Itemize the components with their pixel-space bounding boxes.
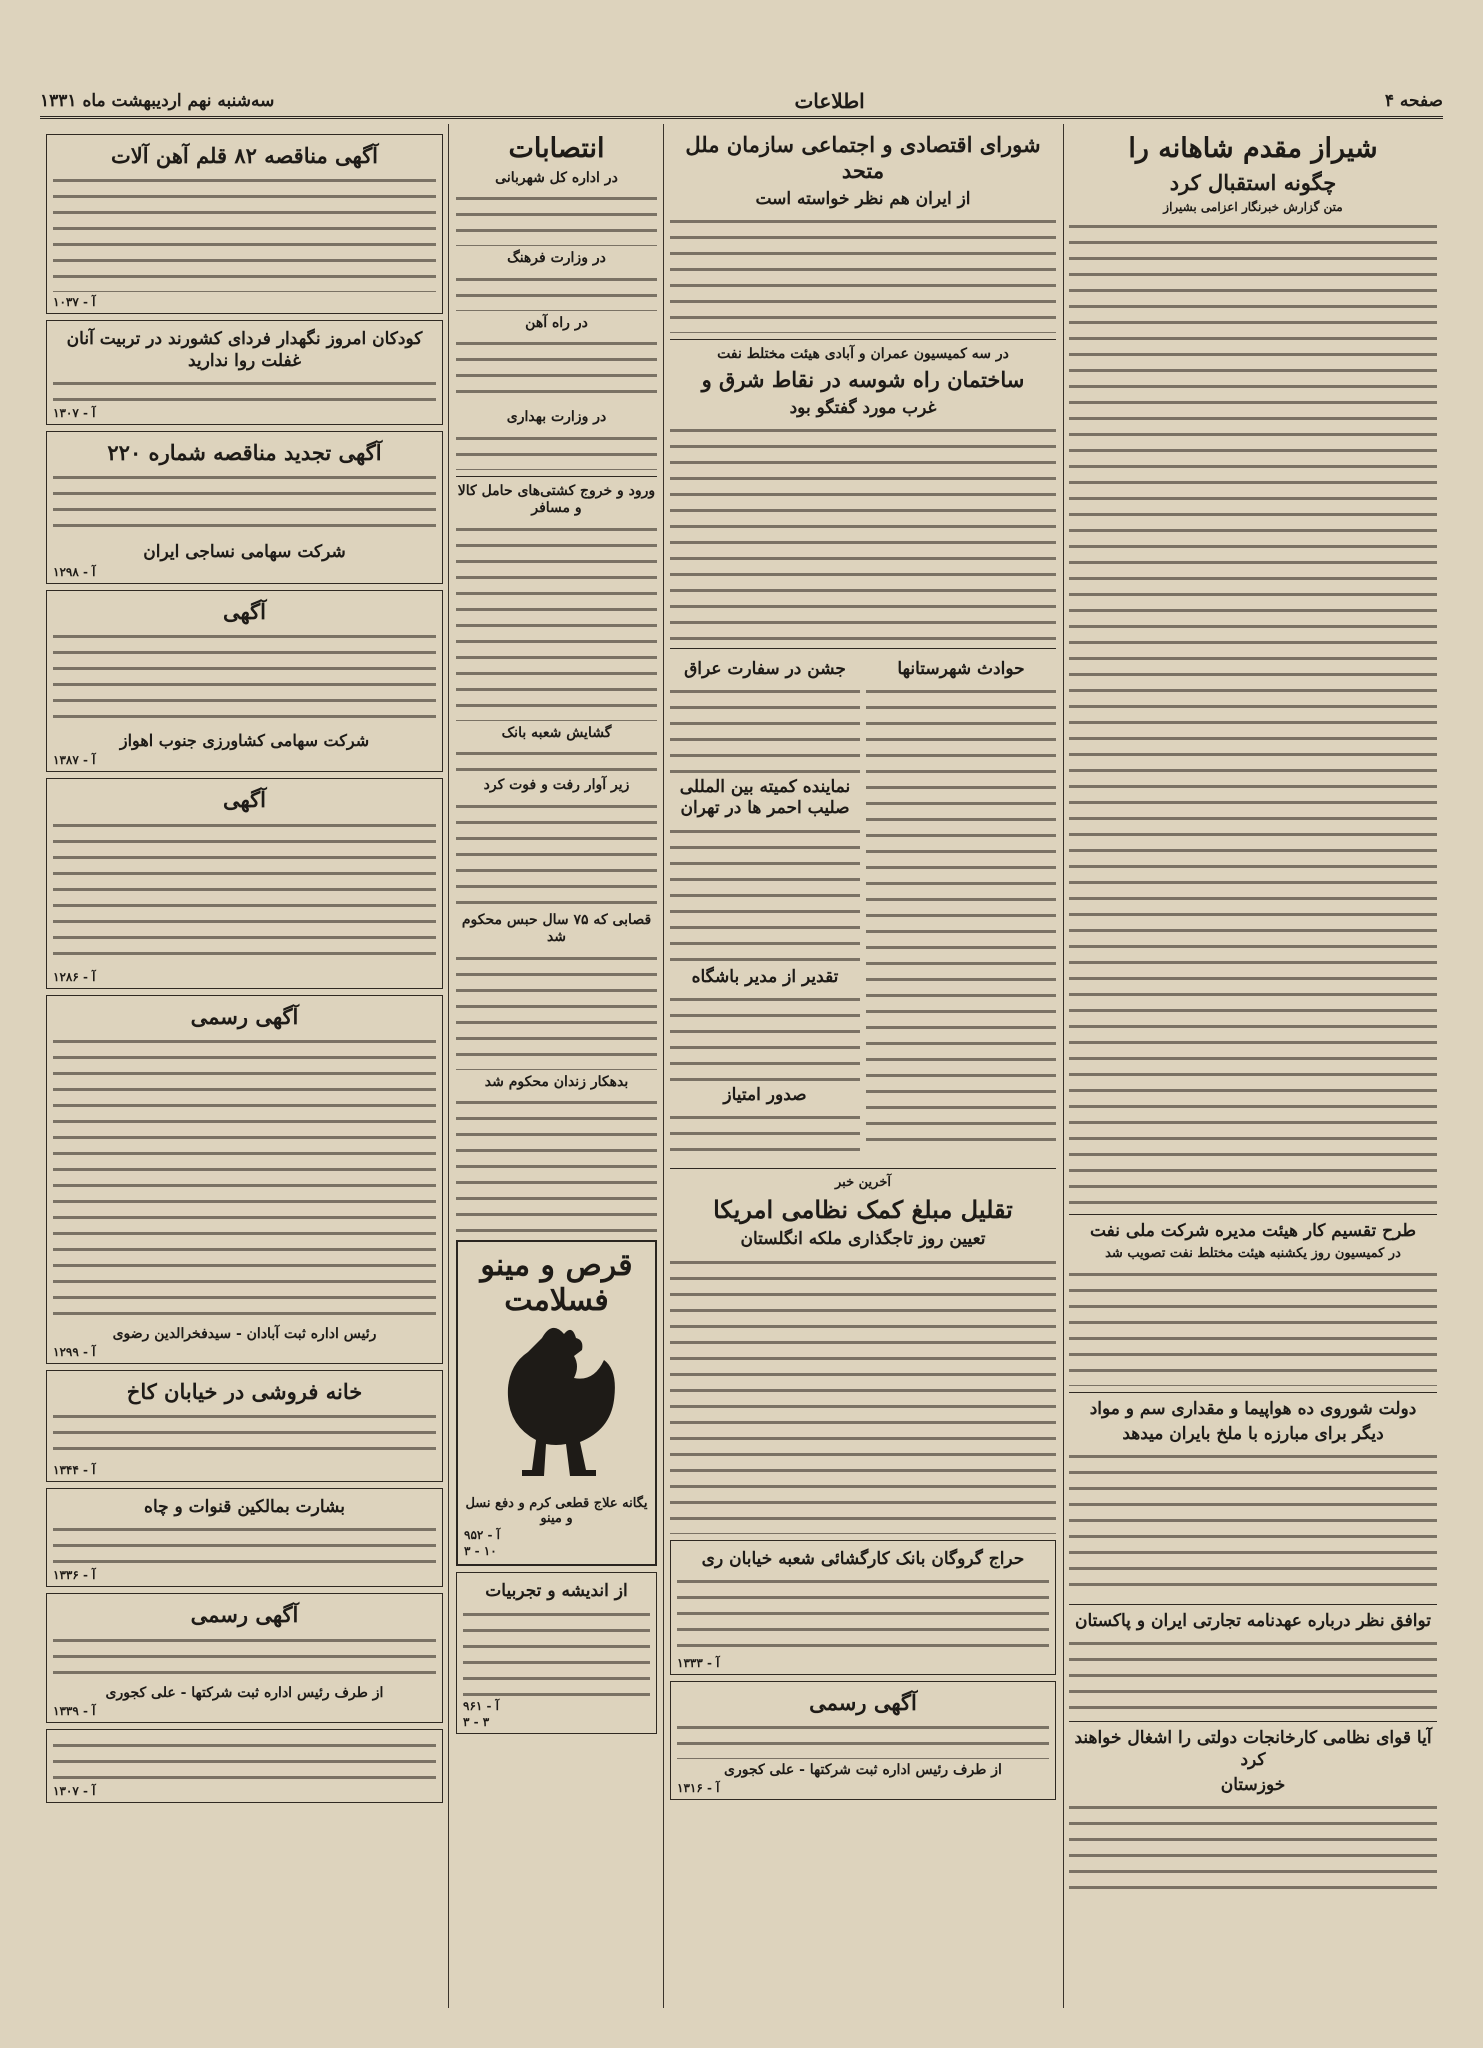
article-body-pakistan bbox=[1069, 1635, 1437, 1715]
ad-shareholders-body bbox=[53, 817, 436, 967]
headline-soviet-aid: دولت شوروی ده هواپیما و مقداری سم و مواد bbox=[1089, 1398, 1417, 1419]
article-body-us-aid bbox=[670, 1254, 1056, 1534]
subhead-health: در وزارت بهداری bbox=[506, 409, 607, 426]
ad-iron-tender bbox=[46, 134, 443, 314]
headline-bank-branch: گشایش شعبه بانک bbox=[501, 724, 612, 741]
ad-official-2-sign: از طرف رئیس اداره ثبت شرکتها - علی کجوری bbox=[105, 1684, 384, 1701]
subhead-coronation: تعیین روز تاجگذاری ملکه انگلستان bbox=[740, 1229, 986, 1250]
ad-abadan-registry bbox=[46, 995, 443, 1364]
ad-experience-title: از اندیشه و تجربیات bbox=[485, 1581, 628, 1602]
ad-abadan-registry-title: آگهی رسمی bbox=[190, 1003, 299, 1029]
article-body-roads bbox=[670, 422, 1056, 642]
ad-wells-code: آ - ۱۳۳۶ bbox=[53, 1568, 96, 1583]
divider bbox=[670, 648, 1056, 649]
ad-worm-pills-brand: قرص و مینو فسلامت bbox=[480, 1248, 633, 1319]
ad-official-2-title: آگهی رسمی bbox=[190, 1602, 299, 1628]
ad-ahvaz-meeting-title: آگهی bbox=[222, 599, 266, 624]
ad-house-sale-body bbox=[53, 1408, 436, 1460]
kicker-roads: در سه کمیسیون عمران و آبادی هیئت مختلط نفت bbox=[717, 345, 1009, 362]
news-briefs bbox=[670, 655, 1056, 1162]
ad-wells-title: بشارت بمالکین قنوات و چاه bbox=[144, 1497, 345, 1517]
paper-name: اطلاعات bbox=[794, 89, 865, 113]
ad-abadan-registry-code: آ - ۱۲۹۹ bbox=[53, 1344, 96, 1359]
headline-butcher: قصابی که ۷۵ سال حبس محکوم شد bbox=[461, 911, 652, 946]
subhead-soviet-aid: دیگر برای مبارزه با ملخ بایران میدهد bbox=[1122, 1423, 1384, 1444]
issue-date: سه‌شنبه نهم اردیبهشت ماه ۱۳۳۱ bbox=[40, 91, 275, 111]
headline-debtor: بدهکار زندان محکوم شد bbox=[484, 1073, 629, 1090]
headline-iraq-embassy: جشن در سفارت عراق bbox=[684, 658, 846, 679]
ad-official-2-body bbox=[53, 1632, 436, 1682]
ad-children bbox=[46, 320, 443, 425]
divider bbox=[456, 476, 657, 477]
subhead-railway: در راه آهن bbox=[525, 314, 588, 331]
ad-children-title: کودکان امروز نگهدار فردای کشورند در تربیت آنان غفلت روا ندارید bbox=[66, 329, 423, 371]
article-body-oil-board bbox=[1069, 1266, 1437, 1386]
article-body-shiraz bbox=[1069, 218, 1437, 1208]
divider bbox=[1069, 1721, 1437, 1722]
headline-un: شورای اقتصادی و اجتماعی سازمان ملل متحد bbox=[685, 132, 1041, 184]
ad-worm-pills bbox=[456, 1240, 657, 1566]
body-bank-branch bbox=[456, 745, 657, 773]
headline-roads: ساختمان راه شوسه در نقاط شرق و bbox=[701, 367, 1025, 393]
masthead bbox=[40, 86, 1443, 119]
headline-shiraz: شیراز مقدم شاهانه را bbox=[1128, 133, 1378, 164]
ad-auction-code: آ - ۱۳۳۳ bbox=[677, 1655, 720, 1670]
ad-experience bbox=[456, 1572, 657, 1733]
article-body-factories bbox=[1069, 1799, 1437, 1899]
article-body-red-cross bbox=[670, 823, 860, 963]
body-debtor bbox=[456, 1094, 657, 1234]
ad-tender-220-body bbox=[53, 469, 436, 539]
ad-iron-tender-code: آ - ۱۰۳۷ bbox=[53, 295, 96, 310]
ad-official-2-code: آ - ۱۳۳۹ bbox=[53, 1703, 96, 1718]
headline-appointments: انتصابات bbox=[508, 133, 605, 164]
subhead-shiraz: چگونه استقبال کرد bbox=[1169, 169, 1337, 195]
headline-pakistan-treaty: توافق نظر درباره عهدنامه تجارتی ایران و پاکستان bbox=[1074, 1611, 1432, 1631]
headline-us-aid: تقلیل مبلغ کمک نظامی امریکا bbox=[713, 1195, 1013, 1225]
ad-tender-220-code: آ - ۱۲۹۸ bbox=[53, 565, 96, 579]
column-un bbox=[664, 124, 1062, 2018]
ad-official-notice-signer: از طرف رئیس اداره ثبت شرکتها - علی کجوری bbox=[724, 1762, 1002, 1778]
article-body-concession bbox=[670, 1109, 860, 1159]
headline-concession: صدور امتیاز bbox=[723, 1084, 807, 1105]
ad-ahvaz-meeting-sign: شرکت سهامی کشاورزی جنوب اهواز bbox=[119, 731, 370, 751]
rooster-icon bbox=[482, 1318, 632, 1488]
ad-rent bbox=[46, 1729, 443, 1803]
page-number: صفحه ۴ bbox=[1384, 91, 1443, 111]
ad-ahvaz-meeting bbox=[46, 590, 443, 772]
ad-ahvaz-meeting-body bbox=[53, 628, 436, 728]
ad-abadan-registry-body bbox=[53, 1033, 436, 1323]
ad-house-sale-title: خانه فروشی در خیابان کاخ bbox=[126, 1378, 363, 1404]
divider bbox=[1069, 1604, 1437, 1605]
divider bbox=[1069, 1214, 1437, 1215]
ad-official-2 bbox=[46, 1593, 443, 1722]
ad-house-sale-code: آ - ۱۳۴۴ bbox=[53, 1463, 96, 1477]
ad-official-notice bbox=[670, 1681, 1056, 1800]
ad-shareholders bbox=[46, 778, 443, 988]
article-body-provinces bbox=[866, 683, 1056, 1153]
body-ships bbox=[456, 521, 657, 721]
body-butcher bbox=[456, 950, 657, 1070]
subhead-police: در اداره کل شهربانی bbox=[495, 169, 618, 186]
ad-official-notice-title: آگهی رسمی bbox=[809, 1689, 917, 1715]
ad-worm-pills-tagline: یگانه علاج قطعی کرم و دفع نسل و مینو bbox=[465, 1496, 648, 1527]
ad-ahvaz-meeting-code: آ - ۱۳۸۷ bbox=[53, 753, 96, 768]
body-police bbox=[456, 190, 657, 246]
ad-tender-220-sign: شرکت سهامی نساجی ایران bbox=[143, 542, 346, 562]
article-body-iraq bbox=[670, 683, 860, 773]
headline-red-cross: نماینده کمیته بین المللی صلیب احمر ها در تهران bbox=[679, 777, 851, 819]
ad-children-body bbox=[53, 375, 436, 403]
ad-worm-pills-code: آ - ۹۵۲ bbox=[464, 1528, 501, 1543]
body-collapse bbox=[456, 798, 657, 908]
ad-official-notice-code: آ - ۱۳۱۶ bbox=[677, 1781, 720, 1795]
ad-children-code: آ - ۱۳۰۷ bbox=[53, 405, 96, 420]
body-health bbox=[456, 430, 657, 470]
ad-worm-pills-code2: ۳ - ۱۰ bbox=[464, 1544, 497, 1559]
headline-club-manager: تقدیر از مدیر باشگاه bbox=[691, 966, 839, 987]
column-appointments bbox=[450, 124, 663, 2018]
ad-iron-tender-body bbox=[53, 172, 436, 292]
divider bbox=[670, 339, 1056, 340]
ad-experience-code: آ - ۹۶۱ bbox=[463, 1698, 500, 1713]
article-body-un bbox=[670, 213, 1056, 333]
ad-tender-220-title: آگهی تجدید مناقصه شماره ۲۲۰ bbox=[107, 439, 382, 465]
byline-shiraz: متن گزارش خبرنگار اعزامی بشیراز bbox=[1163, 200, 1343, 214]
subhead-factories: خوزستان bbox=[1220, 1774, 1286, 1795]
article-body-soviet-aid bbox=[1069, 1448, 1437, 1598]
ad-auction bbox=[670, 1540, 1056, 1675]
headline-collapse: زیر آوار رفت و فوت کرد bbox=[483, 777, 630, 794]
ad-iron-tender-title: آگهی مناقصه ۸۲ قلم آهن آلات bbox=[110, 143, 379, 168]
headline-oil-board: طرح تقسیم کار هیئت مدیره شرکت ملی نفت bbox=[1089, 1221, 1417, 1241]
ad-abadan-registry-sign: رئیس اداره ثبت آبادان - سیدفخرالدین رضوی bbox=[112, 1325, 377, 1342]
subhead-culture: در وزارت فرهنگ bbox=[507, 250, 606, 267]
article-body-club bbox=[670, 991, 860, 1081]
ad-house-sale bbox=[46, 1370, 443, 1482]
headline-factories: آیا قوای نظامی کارخانجات دولتی را اشغال خواهند کرد bbox=[1074, 1728, 1432, 1770]
ad-shareholders-title: آگهی bbox=[222, 787, 266, 813]
ad-wells-body bbox=[53, 1521, 436, 1565]
subhead-oil-board: در کمیسیون روز یکشنبه هیئت مختلط نفت تصویب شد bbox=[1105, 1246, 1401, 1262]
ad-shareholders-code: آ - ۱۲۸۶ bbox=[53, 969, 96, 984]
divider bbox=[1069, 1392, 1437, 1393]
ad-wells bbox=[46, 1488, 443, 1587]
subhead-un: از ایران هم نظر خواسته است bbox=[755, 188, 971, 209]
ad-official-notice-body bbox=[677, 1719, 1049, 1759]
column-ads bbox=[40, 124, 449, 2018]
subhead-roads: غرب مورد گفتگو بود bbox=[789, 397, 937, 418]
ad-rent-code: آ - ۱۳۰۷ bbox=[53, 1783, 96, 1798]
ad-auction-body bbox=[677, 1573, 1049, 1653]
headline-provinces: حوادث شهرستانها bbox=[897, 658, 1025, 679]
kicker-latest: آخرین خبر bbox=[835, 1175, 891, 1190]
ad-experience-code2: ۳ - ۳ bbox=[463, 1714, 490, 1729]
body-railway bbox=[456, 335, 657, 405]
ad-experience-body bbox=[463, 1606, 650, 1696]
divider bbox=[670, 1168, 1056, 1169]
body-culture bbox=[456, 271, 657, 311]
headline-ships: ورود و خروج کشتی‌های حامل کالا و مسافر bbox=[457, 482, 656, 517]
column-shiraz bbox=[1063, 124, 1443, 2018]
ad-tender-220 bbox=[46, 431, 443, 584]
ad-auction-title: حراج گروگان بانک کارگشائی شعبه خیابان ری bbox=[701, 1548, 1025, 1569]
ad-rent-body bbox=[53, 1737, 436, 1781]
